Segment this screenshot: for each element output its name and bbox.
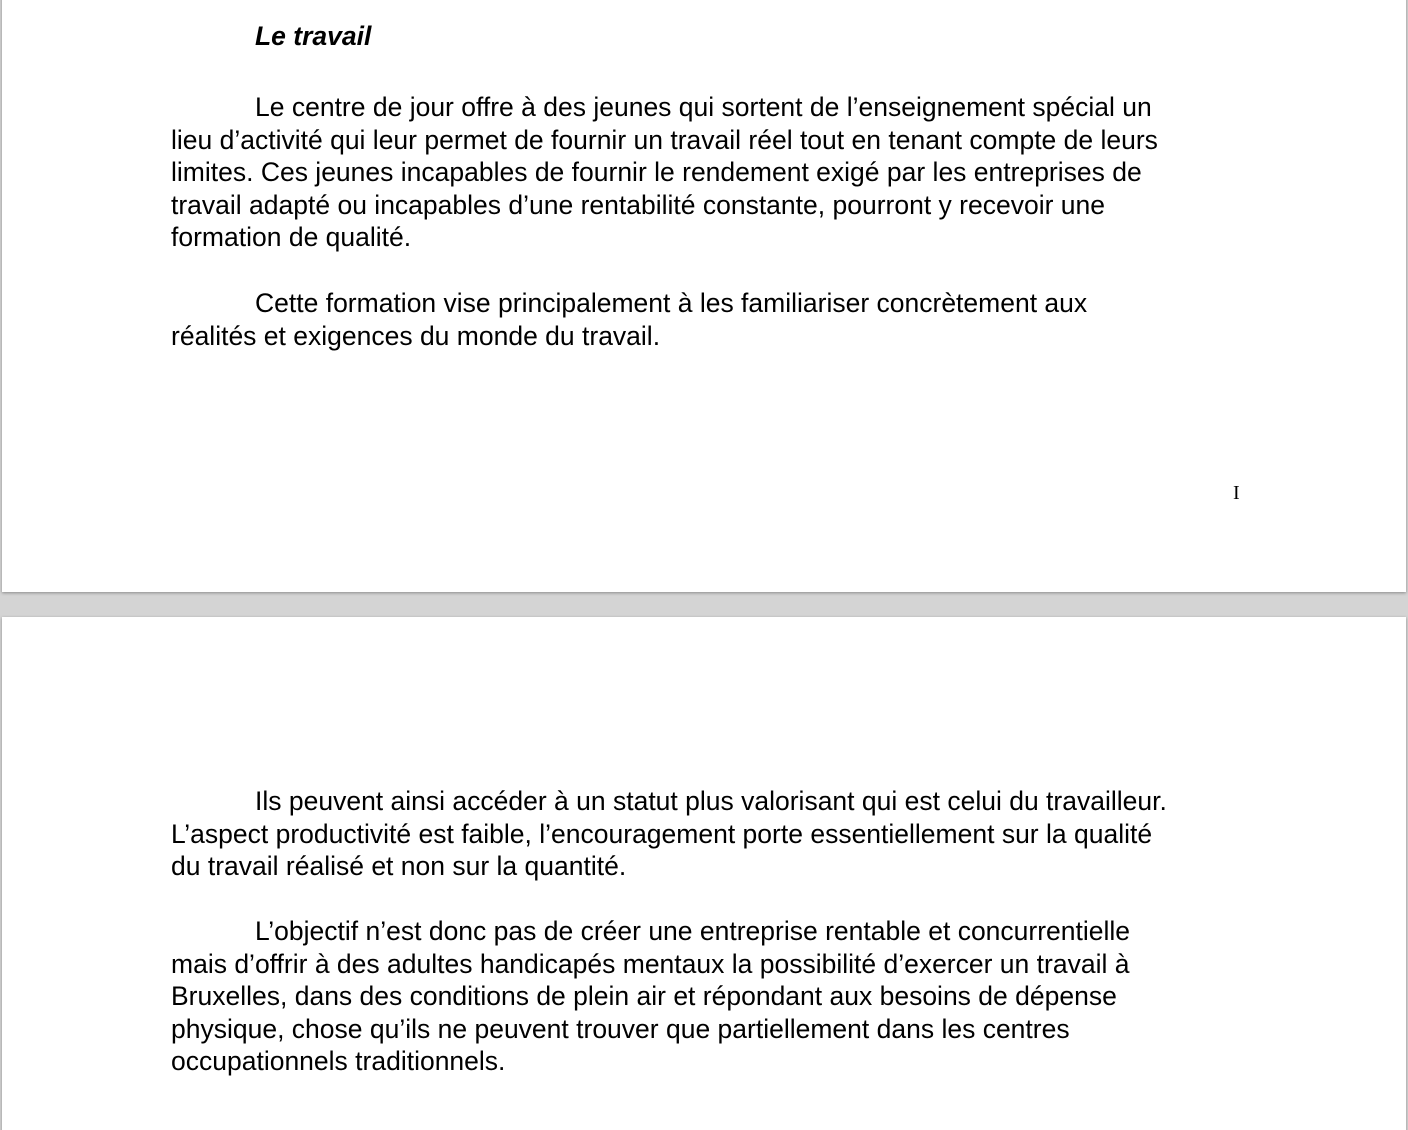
- paragraph-2-block: [171, 287, 1251, 352]
- paragraph-text: Le centre de jour offre à des jeunes qui sortent de l’enseignement spécial un lieu d’activité qui leur permet de fournir un travail réel tout en tenant compte de leurs limites. Ces jeunes incapables de fournir le rendement exigé par les entreprises de travail adapté ou incapables d’une rentabilité constante, pourront y recevoir une formation de qualité.: [171, 92, 1158, 253]
- paragraph-3-block: [171, 785, 1251, 883]
- paragraph: [171, 785, 1251, 883]
- document-page-2: [2, 617, 1406, 1130]
- paragraph-text: L’objectif n’est donc pas de créer une entreprise rentable et concurrentielle mais d’offrir à des adultes handicapés mentaux la possibilité d’exercer un travail à Bruxelles, dans des conditions de plein air et répondant aux besoins de dépense physique, chose qu’ils ne peuvent trouver que partiellement dans les centres occupationnels traditionnels.: [171, 916, 1131, 1077]
- paragraph: [171, 287, 1251, 352]
- page-number: I: [1233, 482, 1240, 504]
- paragraph-text: Ils peuvent ainsi accéder à un statut plus valorisant qui est celui du travailleur. L’aspect productivité est faible, l’encouragement porte essentiellement sur la qualité du travail réalisé et non sur la quantité.: [171, 786, 1167, 882]
- paragraph-text: Cette formation vise principalement à les familiariser concrètement aux réalités et exigences du monde du travail.: [171, 288, 1088, 351]
- paragraph-1-block: [171, 91, 1251, 254]
- paragraph: [171, 915, 1251, 1078]
- paragraph-4-block: [171, 915, 1251, 1078]
- section-heading: Le travail: [255, 21, 372, 51]
- paragraph: [171, 91, 1251, 254]
- document-page-1: [2, 0, 1406, 592]
